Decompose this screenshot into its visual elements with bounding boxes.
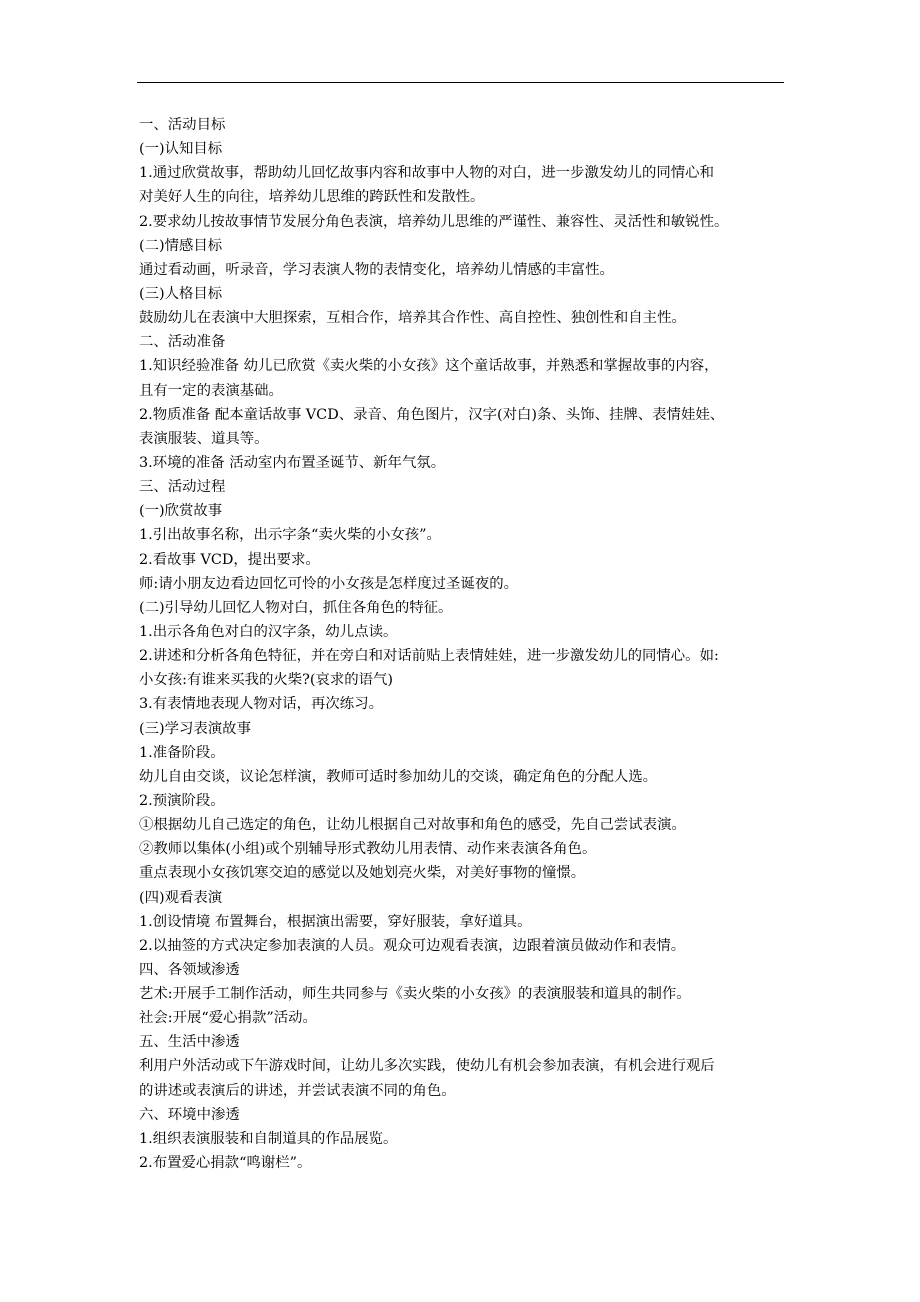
- text-line: 1.通过欣赏故事，帮助幼儿回忆故事内容和故事中人物的对白，进一步激发幼儿的同情心和: [139, 165, 714, 182]
- text-line: 艺术:开展手工制作活动，师生共同参与《卖火柴的小女孩》的表演服装和道具的制作。: [139, 986, 691, 1003]
- subsection-heading: (二)情感目标: [139, 237, 223, 254]
- section-heading: 五、生活中渗透: [139, 1034, 240, 1051]
- text-line: 2.要求幼儿按故事情节发展分角色表演，培养幼儿思维的严谨性、兼容性、灵活性和敏锐性。: [139, 213, 729, 230]
- text-line: 鼓励幼儿在表演中大胆探索，互相合作，培养其合作性、高自控性、独创性和自主性。: [139, 310, 686, 327]
- text-line: 社会:开展“爱心捐款”活动。: [139, 1010, 317, 1027]
- subsection-heading: (四)观看表演: [139, 889, 223, 906]
- document-body: [139, 113, 795, 1175]
- text-line: 1.知识经验准备 幼儿已欣赏《卖火柴的小女孩》这个童话故事，并熟悉和掌握故事的内容，: [139, 358, 719, 375]
- header-rule: [137, 82, 784, 83]
- text-line: 小女孩:有谁来买我的火柴?(哀求的语气): [139, 672, 394, 689]
- text-line: 1.引出故事名称，出示字条“卖火柴的小女孩”。: [139, 527, 441, 544]
- text-line: 利用户外活动或下午游戏时间，让幼儿多次实践，使幼儿有机会参加表演，有机会进行观后: [139, 1058, 715, 1075]
- text-line: 师:请小朋友边看边回忆可怜的小女孩是怎样度过圣诞夜的。: [139, 575, 519, 592]
- text-line: 3.有表情地表现人物对话，再次练习。: [139, 696, 383, 713]
- text-line: 通过看动画，听录音，学习表演人物的表情变化，培养幼儿情感的丰富性。: [139, 261, 614, 278]
- subsection-heading: (二)引导幼儿回忆人物对白，抓住各角色的特征。: [139, 599, 453, 616]
- text-line: 3.环境的准备 活动室内布置圣诞节、新年气氛。: [139, 454, 446, 471]
- text-line: 表演服装、道具等。: [139, 430, 269, 447]
- text-line: 2.看故事 VCD，提出要求。: [139, 551, 320, 568]
- text-line: 2.预演阶段。: [139, 792, 225, 809]
- text-line: 1.准备阶段。: [139, 744, 225, 761]
- subsection-heading: (三)人格目标: [139, 285, 223, 302]
- text-line: 2.以抽签的方式决定参加表演的人员。观众可边观看表演，边跟着演员做动作和表情。: [139, 937, 686, 954]
- text-line: 的讲述或表演后的讲述，并尝试表演不同的角色。: [139, 1082, 456, 1099]
- text-line: 2.布置爱心捐款“鸣谢栏”。: [139, 1155, 312, 1172]
- text-line: ①根据幼儿自己选定的角色，让幼儿根据自己对故事和角色的感受，先自己尝试表演。: [139, 817, 686, 834]
- text-line: ②教师以集体(小组)或个别辅导形式教幼儿用表情、动作来表演各角色。: [139, 841, 597, 858]
- text-line: 重点表现小女孩饥寒交迫的感觉以及她划亮火柴，对美好事物的憧憬。: [139, 865, 586, 882]
- text-line: 2.讲述和分析各角色特征，并在旁白和对话前贴上表情娃娃，进一步激发幼儿的同情心。如:: [139, 648, 719, 665]
- subsection-heading: (三)学习表演故事: [139, 720, 251, 737]
- text-line: 1.组织表演服装和自制道具的作品展览。: [139, 1130, 398, 1147]
- text-line: 1.出示各角色对白的汉字条，幼儿点读。: [139, 623, 398, 640]
- section-heading: 六、环境中渗透: [139, 1106, 240, 1123]
- text-line: 幼儿自由交谈，议论怎样演，教师可适时参加幼儿的交谈，确定角色的分配人选。: [139, 768, 658, 785]
- text-line: 对美好人生的向往，培养幼儿思维的跨跃性和发散性。: [139, 189, 485, 206]
- text-line: 且有一定的表演基础。: [139, 382, 283, 399]
- section-heading: 二、活动准备: [139, 334, 226, 351]
- subsection-heading: (一)欣赏故事: [139, 503, 223, 520]
- text-line: 2.物质准备 配本童话故事 VCD、录音、角色图片，汉字(对白)条、头饰、挂牌、表情娃娃、: [139, 406, 725, 423]
- section-heading: 三、活动过程: [139, 479, 226, 496]
- section-heading: 一、活动目标: [139, 117, 226, 133]
- text-line: 1.创设情境 布置舞台，根据演出需要，穿好服装，拿好道具。: [139, 913, 532, 930]
- subsection-heading: (一)认知目标: [139, 141, 223, 158]
- section-heading: 四、各领域渗透: [139, 961, 240, 978]
